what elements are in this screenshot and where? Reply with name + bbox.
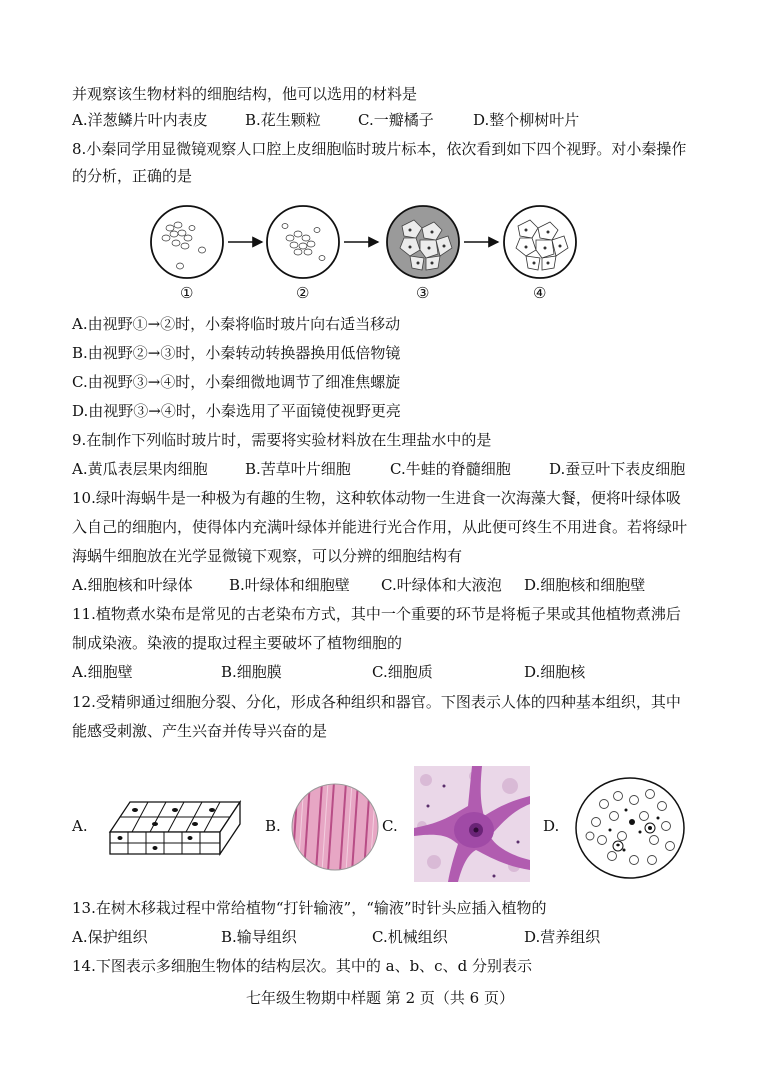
q9-option-b: B.苦草叶片细胞 bbox=[245, 460, 351, 478]
nervous-tissue-image bbox=[414, 766, 530, 882]
q8-option-d: D.由视野③→④时，小秦选用了平面镜使视野更亮 bbox=[72, 402, 401, 420]
microscope-views-figure bbox=[140, 200, 580, 310]
tissue-c-label: C. bbox=[382, 817, 398, 835]
page-footer: 七年级生物期中样题 第 2 页（共 6 页） bbox=[246, 989, 514, 1007]
q11-option-d: D.细胞核 bbox=[524, 663, 586, 681]
view-4-circle bbox=[504, 206, 576, 278]
q9-option-c: C.牛蛙的脊髓细胞 bbox=[390, 460, 511, 478]
tissue-a-label: A. bbox=[72, 817, 88, 835]
q10-option-a: A.细胞核和叶绿体 bbox=[72, 576, 193, 594]
view-3-label: ③ bbox=[416, 284, 430, 302]
q11-stem-line2: 制成染液。染液的提取过程主要破坏了植物细胞的 bbox=[72, 634, 403, 652]
q9-option-d: D.蚕豆叶下表皮细胞 bbox=[549, 460, 686, 478]
q14-stem: 14.下图表示多细胞生物体的结构层次。其中的 a、b、c、d 分别表示 bbox=[72, 957, 532, 975]
q12-stem-line2: 能感受刺激、产生兴奋并传导兴奋的是 bbox=[72, 722, 328, 740]
q11-option-a: A.细胞壁 bbox=[72, 663, 133, 681]
connective-tissue-image bbox=[574, 776, 686, 880]
q10-option-d: D.细胞核和细胞壁 bbox=[524, 576, 646, 594]
tissue-d-label: D. bbox=[543, 817, 560, 835]
view-2-circle bbox=[267, 206, 339, 278]
q9-option-a: A.黄瓜表层果肉细胞 bbox=[72, 460, 208, 478]
q8-option-a: A.由视野①→②时，小秦将临时玻片向右适当移动 bbox=[72, 315, 401, 333]
q13-option-b: B.输导组织 bbox=[221, 928, 297, 946]
q13-option-a: A.保护组织 bbox=[72, 928, 148, 946]
q7-option-b: B.花生颗粒 bbox=[245, 111, 321, 129]
view-4-label: ④ bbox=[533, 284, 547, 302]
q8-option-c: C.由视野③→④时，小秦细微地调节了细准焦螺旋 bbox=[72, 373, 401, 391]
q7-option-d: D.整个柳树叶片 bbox=[473, 111, 580, 129]
q7-stem-continuation: 并观察该生物材料的细胞结构，他可以选用的材料是 bbox=[72, 85, 418, 103]
q7-option-c: C.一瓣橘子 bbox=[358, 111, 434, 129]
tissue-b-label: B. bbox=[265, 817, 281, 835]
q10-option-b: B.叶绿体和细胞壁 bbox=[229, 576, 350, 594]
q8-stem-line2: 的分析，正确的是 bbox=[72, 167, 193, 185]
q13-option-d: D.营养组织 bbox=[524, 928, 601, 946]
q10-stem-line3: 海蜗牛细胞放在光学显微镜下观察，可以分辨的细胞结构有 bbox=[72, 547, 463, 565]
q13-stem: 13.在树木移栽过程中常给植物“打针输液”，“输液”时针头应插入植物的 bbox=[72, 899, 547, 917]
q9-stem: 9.在制作下列临时玻片时，需要将实验材料放在生理盐水中的是 bbox=[72, 431, 492, 449]
q8-option-b: B.由视野②→③时，小秦转动转换器换用低倍物镜 bbox=[72, 344, 401, 362]
view-2-label: ② bbox=[296, 284, 310, 302]
view-1-circle bbox=[151, 206, 223, 278]
epithelial-tissue-image bbox=[100, 792, 250, 862]
q12-stem-line1: 12.受精卵通过细胞分裂、分化，形成各种组织和器官。下图表示人体的四种基本组织，其中 bbox=[72, 693, 681, 711]
q10-stem-line1: 10.绿叶海蜗牛是一种极为有趣的生物，这种软体动物一生进食一次海藻大餐，便将叶绿体吸 bbox=[72, 489, 681, 507]
q11-option-c: C.细胞质 bbox=[372, 663, 433, 681]
q11-stem-line1: 11.植物煮水染布是常见的古老染布方式，其中一个重要的环节是将栀子果或其他植物煮沸后 bbox=[72, 605, 681, 623]
view-1-label: ① bbox=[180, 284, 194, 302]
view-3-circle bbox=[387, 206, 459, 278]
q7-option-a: A.洋葱鳞片叶内表皮 bbox=[72, 111, 208, 129]
q8-stem-line1: 8.小秦同学用显微镜观察人口腔上皮细胞临时玻片标本，依次看到如下四个视野。对小秦操作 bbox=[72, 140, 687, 158]
q13-option-c: C.机械组织 bbox=[372, 928, 448, 946]
q10-stem-line2: 入自己的细胞内，使得体内充满叶绿体并能进行光合作用，从此便可终生不用进食。若将绿叶 bbox=[72, 518, 688, 536]
q11-option-b: B.细胞膜 bbox=[221, 663, 282, 681]
muscle-tissue-image bbox=[290, 782, 380, 872]
q10-option-c: C.叶绿体和大液泡 bbox=[381, 576, 502, 594]
